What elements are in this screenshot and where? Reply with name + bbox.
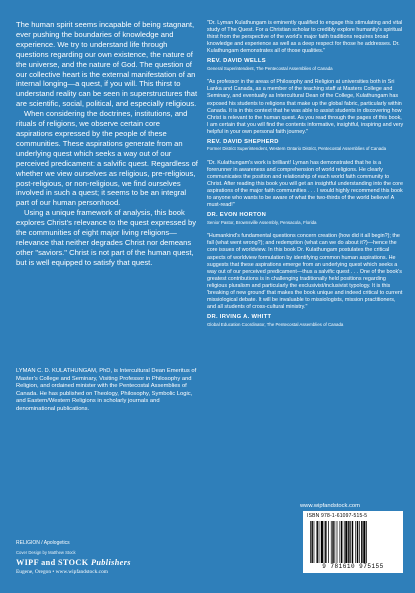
barcode-bar bbox=[348, 521, 349, 563]
author-bio: LYMAN C. D. KULATHUNGAM, PhD, is Intercultural Dean Emeritus of Master's College and Seminary, Visiting Professor in Philosophy and Religion, and ordained minister with the Pentecostal Assemblies of Canada. He has published on Theology, Philosophy, Symbolic Logic, and Eastern/Western Religions in scholarly journals and denominational publications. bbox=[16, 368, 197, 412]
barcode-bar bbox=[316, 521, 317, 563]
barcode-bar bbox=[332, 521, 333, 563]
barcode-bar bbox=[311, 521, 312, 563]
barcode-bar bbox=[359, 521, 360, 563]
barcode-bar bbox=[344, 521, 345, 563]
endorsements bbox=[207, 20, 404, 335]
barcode-bar bbox=[319, 521, 320, 563]
endorsement-quote: "Humankind's fundamental questions concern creation (how did it all begin?); the fall (what went wrong?); and redemption (what can we do about it?)—hence the core issues of worldview. In this book Dr. Kulathungam postulates the critical aspects of worldview formulation by identifying common human aspirations. He suggests that these aspirations emerge from an underlying quest which seeks a way out of our perceived predicament—thus a salvific quest . . . One of the book's greatest contributions is in challenging traditionally held positions regarding religious pluralism and particularly the exclusivist/inclusivist typology. It is this 'breaking of new ground' that makes the book unique and indeed critical to current missiological debate. It will be invaluable to missiologists, mission practitioners, and all students of cross-cultural ministry." bbox=[207, 233, 403, 311]
endorser-title: Global Education Coordinator, The Pentecostal Assemblies of Canada bbox=[207, 321, 344, 327]
intro-text bbox=[16, 20, 198, 268]
barcode-bar bbox=[331, 521, 332, 563]
barcode-digits: 9 781610 975155 bbox=[322, 563, 384, 570]
endorser-title: General Superintendent, The Pentecostal Assemblies of Canada bbox=[207, 65, 333, 71]
endorser-name: REV. DAVID WELLS bbox=[207, 58, 266, 65]
barcode-bar bbox=[310, 521, 311, 563]
barcode-bar bbox=[325, 521, 326, 563]
barcode-bar bbox=[341, 521, 342, 563]
publisher-address: Eugene, Oregon • www.wipfandstock.com bbox=[16, 569, 108, 575]
publisher-website: www.wipfandstock.com bbox=[300, 503, 360, 509]
barcode bbox=[303, 511, 403, 573]
publisher-name: WIPF and STOCK bbox=[16, 558, 89, 567]
endorsement-quote: "As professor in the areas of Philosophy and Religion at universities both in Sri Lanka and Canada, as a member of the teaching staff at Masters College and Seminary, and eventually as Intercultural Dean of the College, Kulathungam has exposed his students to religions that make up the global fabric, particularly within Canada. It is in this context that he was able to assist students in discovering how Christ is relevant to the human quest. As you read through the pages of this book, I am certain that you will find the contents informative, insightful, inspiring and very helpful in your own personal faith journey." bbox=[207, 79, 404, 135]
endorsement bbox=[207, 233, 404, 327]
barcode-bar bbox=[366, 521, 367, 563]
barcode-bar bbox=[363, 521, 365, 563]
barcode-bar bbox=[352, 521, 353, 563]
endorser-name: DR. IRVING A. WHITT bbox=[207, 314, 272, 321]
intro-paragraph-2: When considering the doctrines, institutions, and rituals of religions, we observe certain core aspirations expressed by the people of these communities. These aspirations generate from an underlying quest which seeks a way out of our perceived predicament: a salvific quest. Regardless of whether we view ourselves as religious, pre-religious, post-religious, or non-religious, we find ourselves involved in such a quest; it seems to be an integral part of our human personhood. bbox=[16, 109, 198, 208]
endorser-name: DR. EVON HORTON bbox=[207, 212, 267, 219]
endorsement bbox=[207, 160, 404, 225]
barcode-bar bbox=[355, 521, 356, 563]
barcode-bar bbox=[328, 521, 329, 563]
barcode-bar bbox=[357, 521, 358, 563]
endorsement bbox=[207, 20, 404, 71]
barcode-bar bbox=[361, 521, 362, 563]
endorsement-quote: "Dr. Lyman Kulathungam is eminently qualified to engage this stimulating and vital study of The Quest. For a Christian scholar to credibly explore humanity's spiritual thirst from the perspective of the world's major faith traditions requires broad knowledge and experience as well as a deep respect for those he addresses. Dr. Kulathungam demonstrates all of those qualities." bbox=[207, 20, 403, 55]
barcode-bar bbox=[337, 521, 338, 563]
intro-paragraph-3: Using a unique framework of analysis, this book explores Christ's relevance to the quest expressed by the communities of eight major living religions—relevance that neither degrades Christ nor demeans other "saviors." Christ is not part of the human quest, but is well equipped to satisfy that quest. bbox=[16, 208, 196, 267]
endorsement bbox=[207, 79, 404, 152]
barcode-bar bbox=[340, 521, 341, 563]
publisher-logo bbox=[16, 558, 131, 567]
endorser-title: Senior Pastor, Brownsville Assembly, Pensacola, Florida bbox=[207, 219, 317, 225]
isbn-number: ISBN 978-1-61097-515-5 bbox=[307, 513, 368, 519]
endorsement-quote: "Dr. Kulathungam's work is brilliant! Lyman has demonstrated that he is a forerunner in awareness and comprehension of world religions. He clearly communicates the position and relationship of each world faith community to Christ. After reading this book you will get an insightful understanding into the core aspirations of the major faith communities . . . I would highly recommend this book to anyone who wants to be aware of what the two-thirds of the world believe! A must-read!" bbox=[207, 159, 403, 209]
book-category: RELIGION / Apologetics bbox=[16, 540, 70, 546]
barcode-bar bbox=[350, 521, 351, 563]
barcode-bar bbox=[324, 521, 325, 563]
barcode-bar bbox=[314, 521, 315, 563]
endorser-title: Former District Superintendent, Western Ontario District, Pentecostal Assemblies of Canada bbox=[207, 146, 387, 152]
barcode-bar bbox=[345, 521, 347, 563]
barcode-bar bbox=[321, 521, 323, 563]
endorser-name: REV. DAVID SHEPHERD bbox=[207, 139, 279, 146]
cover-credit: Cover Design by Matthew Stock bbox=[16, 550, 76, 555]
barcode-bars bbox=[310, 521, 398, 563]
barcode-bar bbox=[334, 521, 335, 563]
intro-paragraph-1: The human spirit seems incapable of being stagnant, ever pushing the boundaries of knowledge and experience. We try to understand life through questions regarding our own existence, the nature of the universe, and the nature of God. The question of our collective heart is the external manifestation of an internal longing—a quest, if you will. This thirst to understand reality can be seen in superstructures that are scientific, social, political, and especially religious. bbox=[16, 20, 198, 109]
publisher-name-italic: Publishers bbox=[90, 558, 131, 567]
